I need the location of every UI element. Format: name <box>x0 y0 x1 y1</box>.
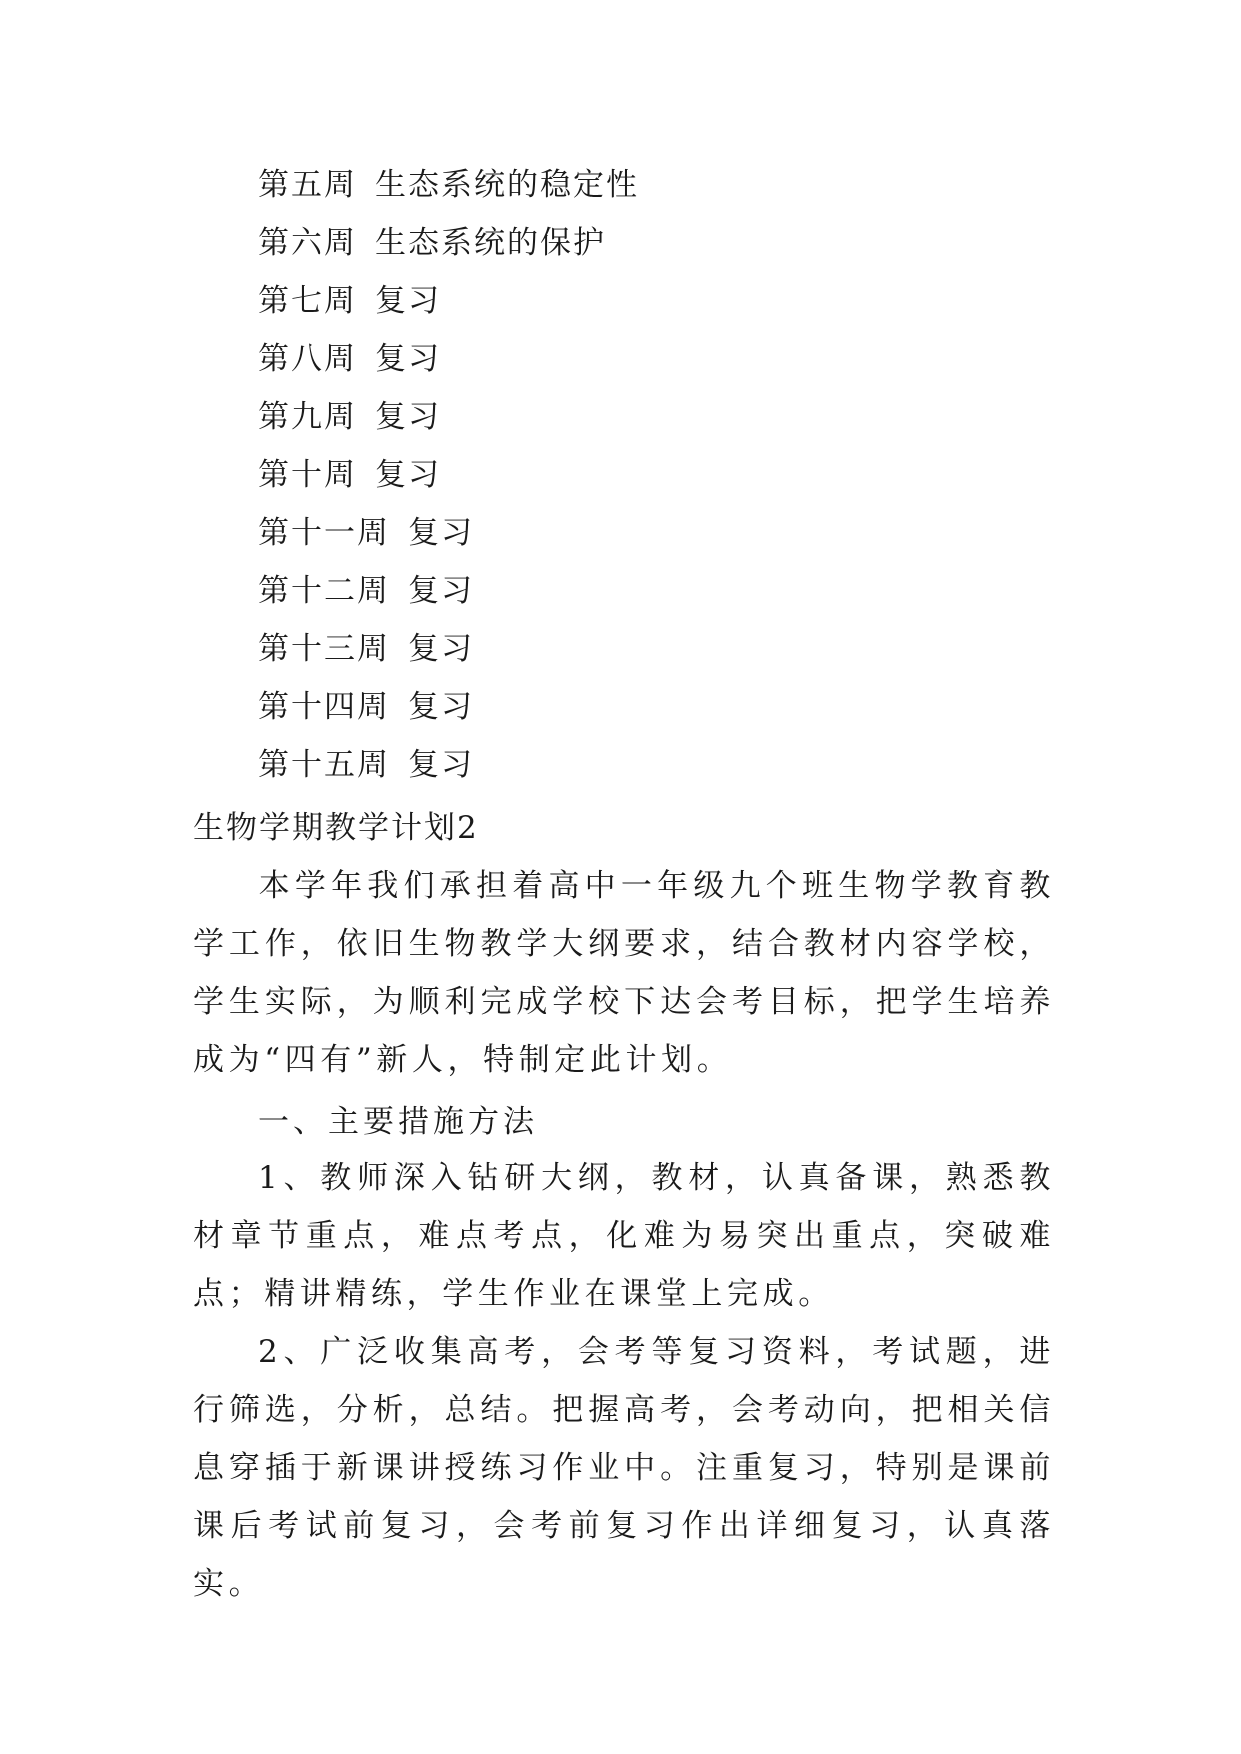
week-row <box>258 629 474 669</box>
week-label: 第十四周 <box>258 689 390 725</box>
measure-item-2-text: 2、广泛收集高考，会考等复习资料，考试题，进行筛选，分析，总结。把握高考，会考动向，把相关信息穿插于新课讲授练习作业中。注重复习，特别是课前课后考试前复习，会考前复习作出详细复习，认真落实。 <box>193 1334 1055 1602</box>
measure-item-1 <box>193 1149 1055 1323</box>
week-row <box>258 223 606 263</box>
week-label: 第十二周 <box>258 573 390 609</box>
week-topic: 复习 <box>375 457 441 493</box>
week-row <box>258 455 441 495</box>
week-topic: 复习 <box>375 399 441 435</box>
week-row <box>258 165 639 205</box>
week-row <box>258 339 441 379</box>
week-topic: 复习 <box>408 631 474 667</box>
week-label: 第六周 <box>258 225 357 261</box>
week-topic: 复习 <box>408 747 474 783</box>
week-label: 第十一周 <box>258 515 390 551</box>
measures-heading: 一、主要措施方法 <box>258 1104 538 1140</box>
week-label: 第五周 <box>258 167 357 203</box>
week-row <box>258 513 474 553</box>
week-label: 第十周 <box>258 457 357 493</box>
week-row <box>258 571 474 611</box>
week-topic: 复习 <box>375 283 441 319</box>
measure-item-1-text: 1、教师深入钻研大纲，教材，认真备课，熟悉教材章节重点，难点考点，化难为易突出重点，突破难点；精讲精练，学生作业在课堂上完成。 <box>193 1160 1055 1312</box>
week-row <box>258 745 474 785</box>
week-label: 第十五周 <box>258 747 390 783</box>
section-title: 生物学期教学计划2 <box>193 810 479 846</box>
week-label: 第九周 <box>258 399 357 435</box>
intro-text: 本学年我们承担着高中一年级九个班生物学教育教学工作，依旧生物教学大纲要求，结合教材内容学校，学生实际，为顺利完成学校下达会考目标，把学生培养成为“四有”新人，特制定此计划。 <box>193 868 1055 1078</box>
week-row <box>258 687 474 727</box>
week-topic: 复习 <box>408 515 474 551</box>
week-topic: 生态系统的保护 <box>375 225 606 261</box>
week-topic: 复习 <box>375 341 441 377</box>
measure-item-2 <box>193 1323 1055 1613</box>
week-label: 第七周 <box>258 283 357 319</box>
intro-paragraph <box>193 857 1055 1089</box>
week-topic: 复习 <box>408 573 474 609</box>
week-topic: 复习 <box>408 689 474 725</box>
week-topic: 生态系统的稳定性 <box>375 167 639 203</box>
week-row <box>258 281 441 321</box>
week-label: 第八周 <box>258 341 357 377</box>
week-row <box>258 397 441 437</box>
week-label: 第十三周 <box>258 631 390 667</box>
